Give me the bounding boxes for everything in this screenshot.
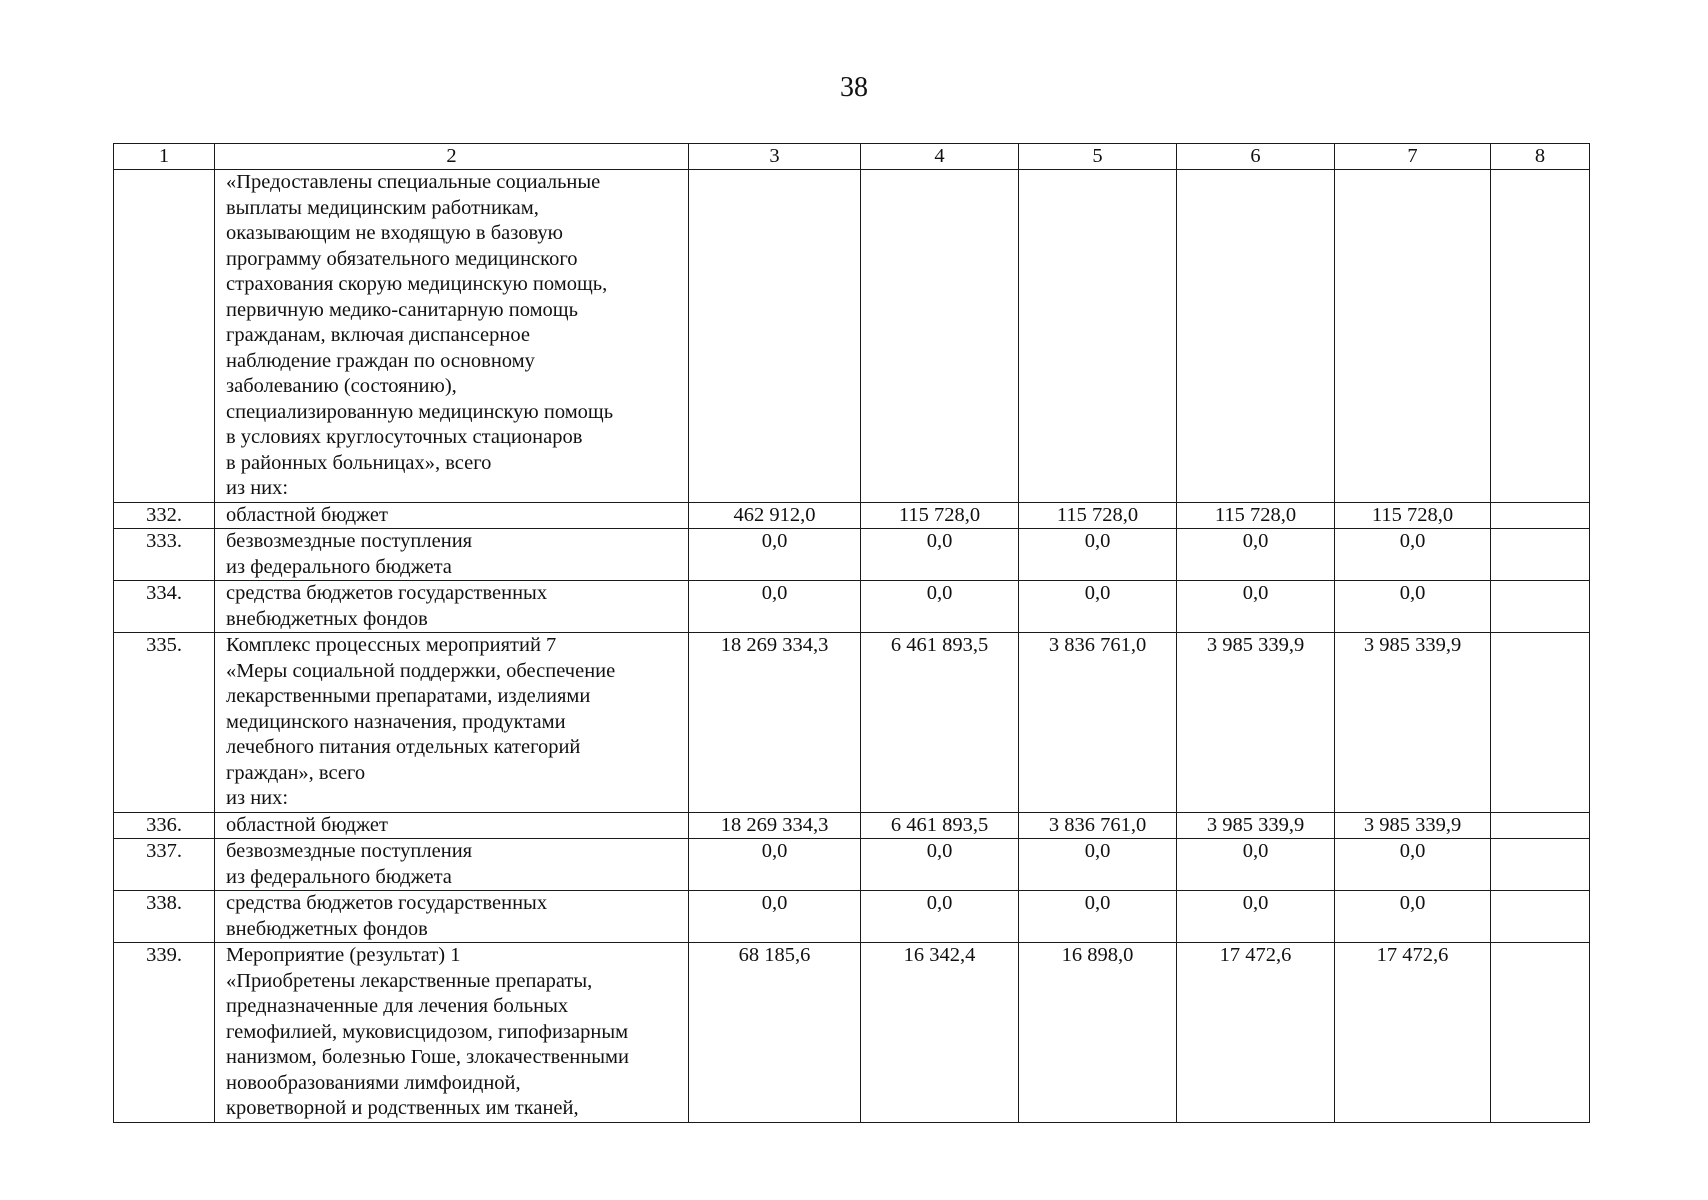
value-col7-cell: 0,0	[1335, 891, 1491, 943]
value-col4-cell: 0,0	[861, 891, 1019, 943]
value-col7-cell: 0,0	[1335, 529, 1491, 581]
value-col3-cell: 462 912,0	[689, 502, 861, 529]
value-col7-cell: 0,0	[1335, 581, 1491, 633]
description-cell: безвозмездные поступления из федерального бюджета	[215, 529, 689, 581]
header-row	[114, 144, 1590, 170]
row-number-cell: 339.	[114, 943, 215, 1123]
description-cell: областной бюджет	[215, 502, 689, 529]
row-number-cell: 338.	[114, 891, 215, 943]
value-col6-cell: 0,0	[1177, 581, 1335, 633]
table-row	[114, 839, 1590, 891]
table-row	[114, 502, 1590, 529]
value-col4-cell: 0,0	[861, 581, 1019, 633]
value-col8-cell	[1491, 812, 1590, 839]
description-cell: средства бюджетов государственных внебюджетных фондов	[215, 581, 689, 633]
value-col7-cell	[1335, 170, 1491, 503]
value-col6-cell: 3 985 339,9	[1177, 633, 1335, 813]
description-cell: Комплекс процессных мероприятий 7 «Меры социальной поддержки, обеспечение лекарственными препаратами, изделиями медицинского назначения, продуктами лечебного питания отдельных категорий граждан», всего из них:	[215, 633, 689, 813]
value-col4-cell: 6 461 893,5	[861, 633, 1019, 813]
value-col6-cell: 115 728,0	[1177, 502, 1335, 529]
column-header: 3	[689, 144, 861, 170]
column-header: 1	[114, 144, 215, 170]
table-row	[114, 891, 1590, 943]
value-col8-cell	[1491, 891, 1590, 943]
value-col5-cell: 0,0	[1019, 891, 1177, 943]
column-header: 8	[1491, 144, 1590, 170]
value-col4-cell: 16 342,4	[861, 943, 1019, 1123]
value-col5-cell: 3 836 761,0	[1019, 812, 1177, 839]
value-col4-cell: 0,0	[861, 529, 1019, 581]
value-col6-cell: 0,0	[1177, 839, 1335, 891]
table-row	[114, 581, 1590, 633]
value-col5-cell: 0,0	[1019, 581, 1177, 633]
value-col3-cell: 0,0	[689, 891, 861, 943]
value-col4-cell: 0,0	[861, 839, 1019, 891]
value-col3-cell: 18 269 334,3	[689, 633, 861, 813]
value-col3-cell: 0,0	[689, 839, 861, 891]
table-row	[114, 170, 1590, 503]
table-body	[114, 170, 1590, 1123]
table-row	[114, 529, 1590, 581]
row-number-cell: 334.	[114, 581, 215, 633]
value-col7-cell: 3 985 339,9	[1335, 812, 1491, 839]
description-cell: «Предоставлены специальные социальные выплаты медицинским работникам, оказывающим не входящую в базовую программу обязательного медицинского страхования скорую медицинскую помощь, первичную медико-санитарную помощь гражданам, включая диспансерное наблюдение граждан по основному заболеванию (состоянию), специализированную медицинскую помощь в условиях круглосуточных стационаров в районных больницах», всего из них:	[215, 170, 689, 503]
value-col3-cell: 68 185,6	[689, 943, 861, 1123]
row-number-cell: 335.	[114, 633, 215, 813]
table-row	[114, 633, 1590, 813]
column-header: 7	[1335, 144, 1491, 170]
value-col3-cell: 0,0	[689, 581, 861, 633]
value-col3-cell	[689, 170, 861, 503]
description-cell: средства бюджетов государственных внебюджетных фондов	[215, 891, 689, 943]
value-col7-cell: 3 985 339,9	[1335, 633, 1491, 813]
value-col8-cell	[1491, 943, 1590, 1123]
value-col5-cell: 16 898,0	[1019, 943, 1177, 1123]
value-col5-cell: 115 728,0	[1019, 502, 1177, 529]
value-col7-cell: 115 728,0	[1335, 502, 1491, 529]
value-col6-cell: 0,0	[1177, 891, 1335, 943]
value-col4-cell: 6 461 893,5	[861, 812, 1019, 839]
value-col8-cell	[1491, 502, 1590, 529]
value-col6-cell: 3 985 339,9	[1177, 812, 1335, 839]
description-cell: областной бюджет	[215, 812, 689, 839]
row-number-cell: 336.	[114, 812, 215, 839]
value-col5-cell: 3 836 761,0	[1019, 633, 1177, 813]
value-col3-cell: 18 269 334,3	[689, 812, 861, 839]
value-col4-cell: 115 728,0	[861, 502, 1019, 529]
value-col6-cell	[1177, 170, 1335, 503]
column-header: 2	[215, 144, 689, 170]
table-row	[114, 943, 1590, 1123]
row-number-cell: 333.	[114, 529, 215, 581]
description-cell: Мероприятие (результат) 1 «Приобретены лекарственные препараты, предназначенные для лечения больных гемофилией, муковисцидозом, гипофизарным нанизмом, болезнью Гоше, злокачественными новообразованиями лимфоидной, кроветворной и родственных им тканей,	[215, 943, 689, 1123]
value-col3-cell: 0,0	[689, 529, 861, 581]
value-col8-cell	[1491, 170, 1590, 503]
row-number-cell: 337.	[114, 839, 215, 891]
column-header: 6	[1177, 144, 1335, 170]
value-col4-cell	[861, 170, 1019, 503]
value-col8-cell	[1491, 839, 1590, 891]
value-col7-cell: 17 472,6	[1335, 943, 1491, 1123]
description-cell: безвозмездные поступления из федерального бюджета	[215, 839, 689, 891]
value-col8-cell	[1491, 529, 1590, 581]
page-number: 38	[840, 72, 868, 103]
value-col6-cell: 17 472,6	[1177, 943, 1335, 1123]
value-col8-cell	[1491, 633, 1590, 813]
column-header: 4	[861, 144, 1019, 170]
row-number-cell: 332.	[114, 502, 215, 529]
budget-table	[113, 143, 1590, 1123]
table-row	[114, 812, 1590, 839]
column-header: 5	[1019, 144, 1177, 170]
value-col7-cell: 0,0	[1335, 839, 1491, 891]
value-col6-cell: 0,0	[1177, 529, 1335, 581]
value-col5-cell: 0,0	[1019, 839, 1177, 891]
value-col5-cell: 0,0	[1019, 529, 1177, 581]
value-col5-cell	[1019, 170, 1177, 503]
value-col8-cell	[1491, 581, 1590, 633]
row-number-cell	[114, 170, 215, 503]
